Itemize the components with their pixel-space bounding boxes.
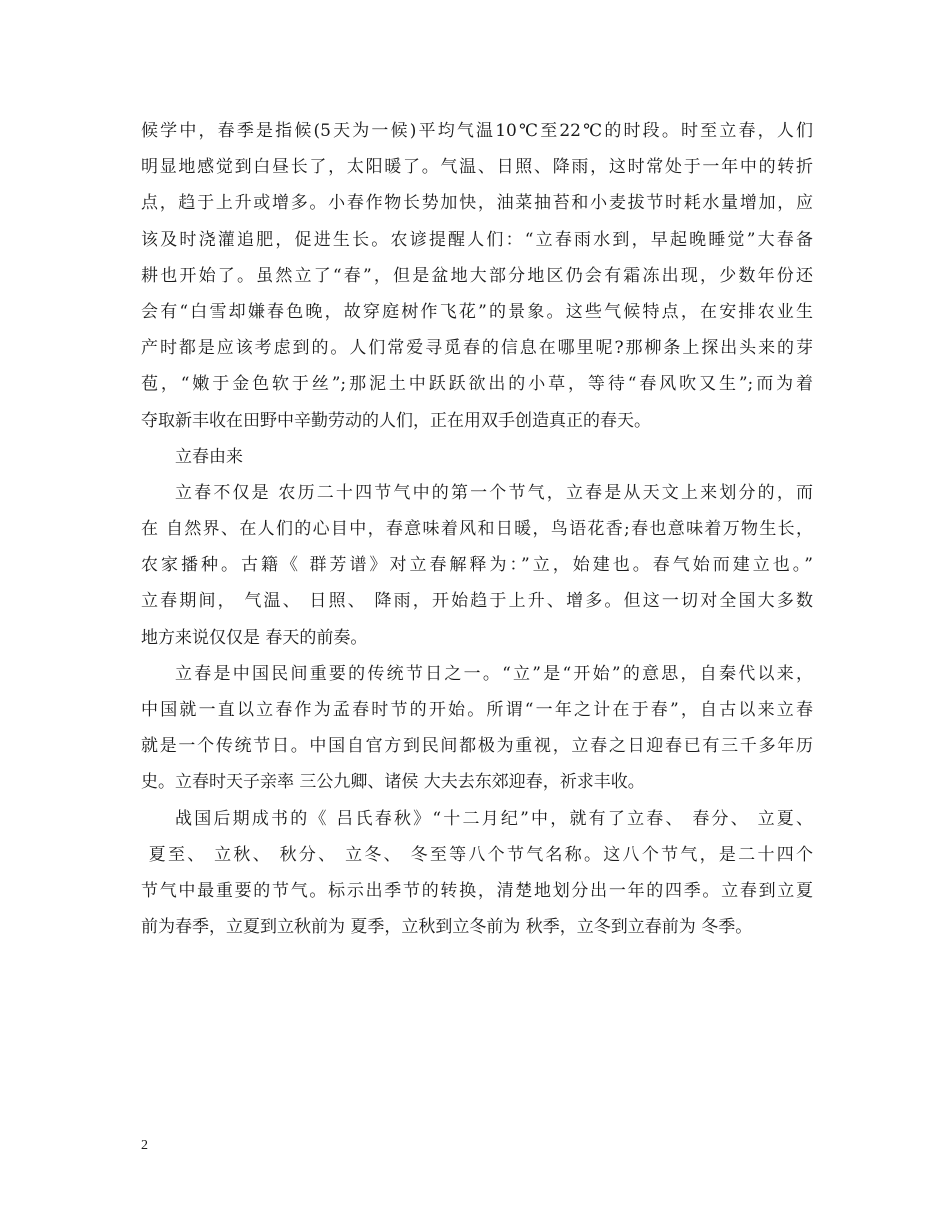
text-line: 中国就一直以立春作为孟春时节的开始。所谓“一年之计在于春”，自古以来立春 — [141, 700, 813, 720]
text-line: 夏至、 立秋、 秋分、 立冬、 冬至等八个节气名称。这八个节气，是二十四个 — [141, 844, 813, 865]
text-line: 在 自然界、在人们的心目中，春意味着风和日暖，鸟语花香;春也意味着万物生长， — [141, 519, 813, 540]
text-line: 立春不仅是 农历二十四节气中的第一个节气，立春是从天文上来划分的，而 — [175, 482, 813, 503]
body-text — [141, 113, 813, 945]
text-line: 点，趋于上升或增多。小春作物长势加快，油菜抽苔和小麦拔节时耗水量增加，应 — [141, 193, 813, 214]
text-line: 苞，“嫩于金色软于丝”;那泥土中跃跃欲出的小草，等待“春风吹又生”;而为着 — [141, 374, 813, 395]
text-line: 立春是中国民间重要的传统节日之一。“立”是“开始”的意思，自秦代以来， — [175, 663, 813, 684]
text-line: 夺取新丰收在田野中辛勤劳动的人们，正在用双手创造真正的春天。 — [141, 410, 651, 431]
text-line: 产时都是应该考虑到的。人们常爱寻觅春的信息在哪里呢?那柳条上探出头来的芽 — [141, 338, 813, 359]
text-line: 农家播种。古籍《 群芳谱》对立春解释为：”立，始建也。春气始而建立也。” — [141, 555, 813, 576]
text-line: 该及时浇灌追肥，促进生长。农谚提醒人们：“立春雨水到，早起晚睡觉”大春备 — [141, 229, 813, 250]
text-line: 会有“白雪却嫌春色晚，故穿庭树作飞花”的景象。这些气候特点，在安排农业生 — [141, 301, 813, 322]
text-line: 战国后期成书的《 吕氏春秋》“十二月纪”中，就有了立春、 春分、 立夏、 — [175, 808, 813, 829]
text-line: 耕也开始了。虽然立了“春”，但是盆地大部分地区仍会有霜冻出现，少数年份还 — [141, 265, 813, 286]
text-line: 史。立春时天子亲率 三公九卿、诸侯 大夫去东郊迎春，祈求丰收。 — [141, 772, 645, 793]
text-line: 地方来说仅仅是 春天的前奏。 — [141, 627, 368, 648]
text-line: 明显地感觉到白昼长了，太阳暖了。气温、日照、降雨，这时常处于一年中的转折 — [141, 157, 813, 178]
text-line: 前为春季，立夏到立秋前为 夏季，立秋到立冬前为 秋季，立冬到立春前为 冬季。 — [141, 917, 753, 938]
text-line: 就是一个传统节日。中国自官方到民间都极为重视，立春之日迎春已有三千多年历 — [141, 736, 813, 757]
text-line: 立春由来 — [175, 446, 243, 467]
page-number: 2 — [141, 1138, 148, 1153]
text-line: 节气中最重要的节气。标示出季节的转换，清楚地划分出一年的四季。立春到立夏 — [141, 880, 813, 901]
text-line: 立春期间， 气温、 日照、 降雨，开始趋于上升、增多。但这一切对全国大多数 — [141, 591, 813, 612]
text-line: 候学中，春季是指候(5天为一候)平均气温10℃至22℃的时段。时至立春，人们 — [141, 121, 813, 141]
